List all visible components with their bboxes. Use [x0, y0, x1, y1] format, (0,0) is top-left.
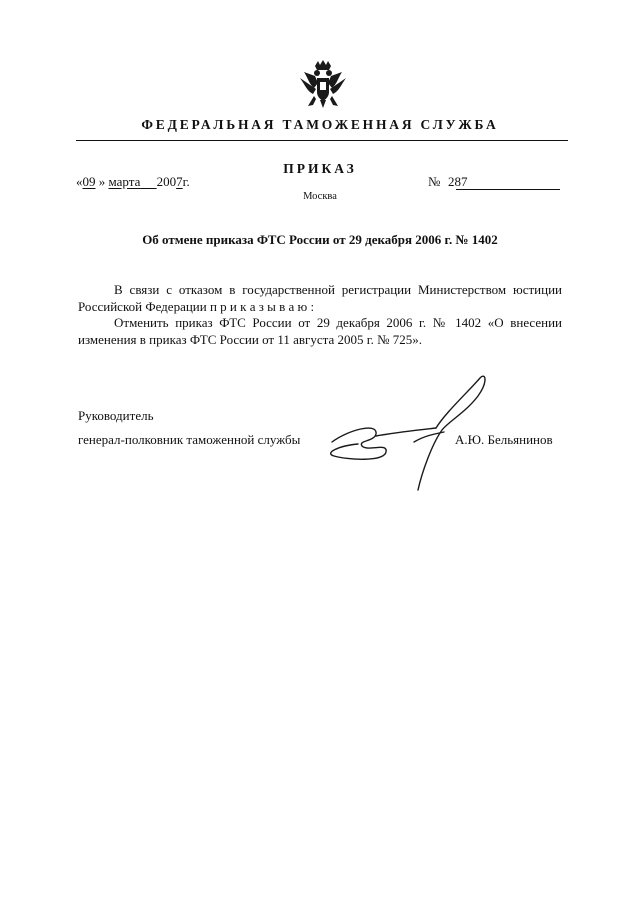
body-paragraph-1: В связи с отказом в государственной регистрации Министерством юстиции Российской Федерации п р и к а з ы в а ю : — [78, 282, 562, 314]
signatory-rank: генерал-полковник таможенной службы — [78, 432, 301, 447]
number-value: 287 — [448, 174, 468, 189]
date-open-quote: « — [76, 174, 83, 189]
date-day: 09 — [82, 174, 96, 189]
date-year-suffix: г. — [182, 174, 190, 189]
order-number — [428, 174, 468, 190]
document-subject: Об отмене приказа ФТС России от 29 декабря 2006 г. № 1402 — [142, 232, 498, 247]
order-date — [76, 174, 190, 190]
date-close-quote: » — [95, 174, 106, 189]
document-body — [78, 282, 562, 348]
date-year-digit: 7 — [176, 174, 183, 189]
body-paragraph-2: Отменить приказ ФТС России от 29 декабря 2006 г. № 1402 «О внесении изменения в приказ ФТС России от 11 августа 2005 г. № 725». — [78, 315, 562, 347]
date-year-prefix: 200 — [156, 174, 177, 189]
place-of-issue: Москва — [303, 191, 337, 202]
handwritten-signature — [318, 372, 498, 492]
date-month: марта — [108, 174, 141, 189]
number-field — [456, 174, 560, 190]
number-sign: № — [428, 174, 441, 189]
coat-of-arms-icon — [296, 58, 350, 112]
document-type: ПРИКАЗ — [283, 161, 357, 176]
agency-title: ФЕДЕРАЛЬНАЯ ТАМОЖЕННАЯ СЛУЖБА — [141, 117, 499, 132]
signatory-name: А.Ю. Бельянинов — [455, 432, 553, 447]
signatory-title: Руководитель — [78, 408, 154, 423]
header-divider — [76, 140, 568, 141]
